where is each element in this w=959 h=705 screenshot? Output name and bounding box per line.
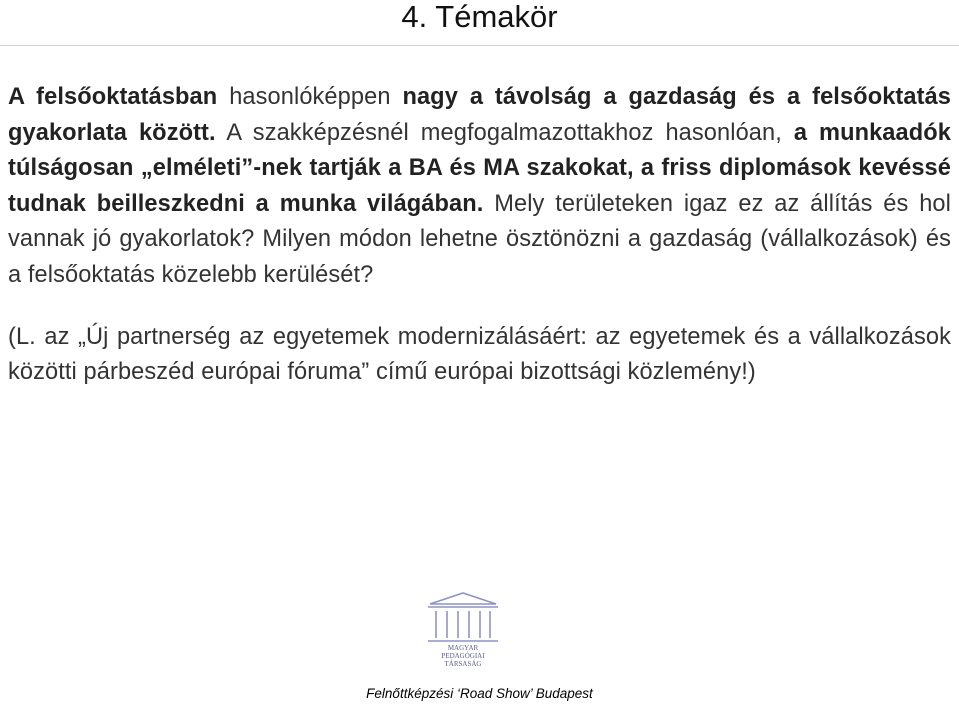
footer-text: Felnőttképzési ‘Road Show’ Budapest <box>366 686 593 701</box>
main-text <box>8 80 951 391</box>
paragraph-reference: (L. az „Új partnerség az egyetemek modernizálásáért: az egyetemek és a vállalkozások közötti párbeszéd európai fóruma” című európai bizottsági közlemény!) <box>8 323 951 386</box>
text-segment: A szakképzésnél megfogalmazottakhoz hasonlóan, <box>215 119 794 146</box>
bold-segment: A felsőoktatásban <box>8 84 218 110</box>
paragraph-topic <box>8 80 951 294</box>
columned-building-icon <box>428 593 498 641</box>
title-divider <box>0 45 959 46</box>
society-logo <box>422 590 504 670</box>
logo-line-1: MAGYAR <box>447 644 479 652</box>
logo-line-3: TÁRSASÁG <box>444 660 482 668</box>
page-title: 4. Témakör <box>401 0 558 34</box>
text-segment: hasonlóképpen <box>217 84 403 110</box>
logo-line-2: PEDAGÓGIAI <box>441 652 485 660</box>
text-segment: Mely területeken igaz ez az állítás és hol vannak jó gyakorlatok? Milyen módon lehetne ösztönözni a gazdaság (vállalkozások) és a felsőoktatás közelebb kerülését? <box>8 190 951 288</box>
paragraph-gap <box>8 294 951 320</box>
bold-segment: a munkaadók túlságosan „elméleti”-nek tartják a BA és MA szakokat, a friss diplomások kevéssé tudnak beilleszkedni a munka világában. <box>8 119 951 217</box>
bold-segment: nagy a távolság a gazdaság és a felsőoktatás gyakorlata között. <box>8 84 952 146</box>
